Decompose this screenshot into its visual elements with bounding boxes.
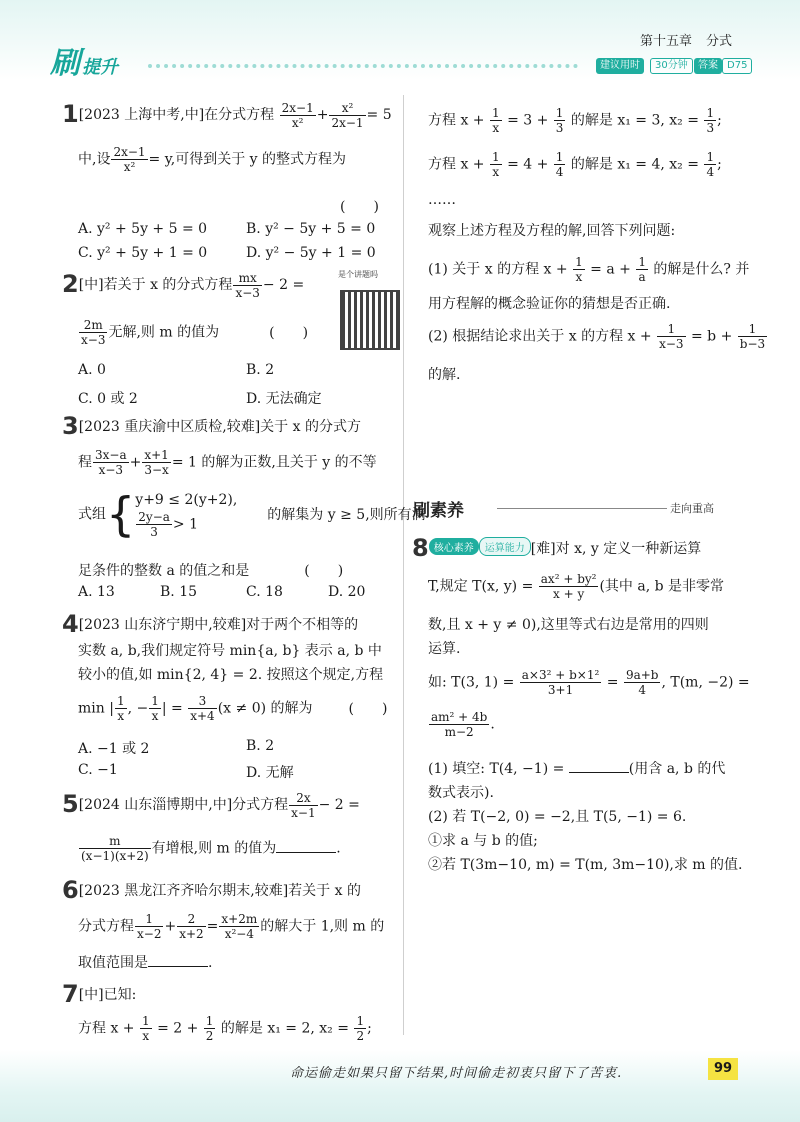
q3-number: 3 [62, 412, 79, 440]
q6-text-c: 的解大于 1,则 m 的 [260, 918, 385, 935]
q8-text-a: 对 x, y 定义一种新运算 [555, 541, 702, 557]
q4-tag: [2023 山东济宁期中,较难] [78, 617, 247, 633]
q6-frac1: $\frac{1}{x-2}$ [137, 912, 162, 941]
q4-opt-d: D. 无解 [246, 765, 294, 781]
q7-tag: [中] [78, 987, 104, 1003]
q5-number: 5 [62, 790, 79, 818]
q5-text-c: 有增根,则 m 的值为 [151, 840, 277, 857]
q7-text-a: 已知: [103, 987, 137, 1003]
q4-opt-b: B. 2 [246, 738, 275, 754]
q8-part2: (2) 若 T(−2, 0) = −2,且 T(5, −1) = 6. [428, 809, 687, 825]
q1-line2 [78, 145, 346, 174]
q6-answer-blank[interactable] [148, 954, 208, 967]
q1-number: 1 [62, 100, 79, 128]
q7-eq2: 方程 x + $\frac{1}{x}$ = 3 + $\frac{1}{3}$ 的解是 x₁ = 3, x₂ = $\frac{1}{3}$ ; [428, 106, 722, 135]
q7-line1 [62, 980, 136, 1008]
q3-system: y+9 ≤ 2(y+2), $\frac{2y-a}{3}$ > 1 [135, 492, 238, 539]
q2-text-a: 若关于 x 的分式方程 [103, 277, 233, 293]
chapter-number: 第十五章 [640, 34, 693, 49]
q8-line3: 数,且 x + y ≠ 0),这里等式右边是常用的四则 [428, 617, 709, 633]
q5-answer-blank[interactable] [276, 840, 336, 853]
q2-frac2: $\frac{2m}{x-3}$ [81, 318, 106, 347]
q4-line3: 较小的值,如 min{2, 4} = 2. 按照这个规定,方程 [78, 667, 384, 683]
q8-tag-skill: 运算能力 [479, 537, 531, 556]
brand-small: 提升 [82, 57, 118, 78]
q8-example-b: $\frac{\text{am² + 4b}}{m-2}$ . [431, 710, 495, 739]
q3-brace: { [106, 487, 136, 542]
q3-line3 [78, 487, 426, 542]
q3-text-f: 足条件的整数 a 的值之和是 [78, 563, 250, 579]
footer-band [0, 1050, 800, 1122]
q1-opt-a: A. y² + 5y + 5 = 0 [78, 221, 208, 237]
section-rule [497, 508, 667, 509]
q5-line2: $\frac{m}{(x-1)(x+2)}$ 有增根,则 m 的值为 . [81, 834, 341, 863]
q6-line1 [62, 876, 361, 904]
q7-part2: (2) 根据结论求出关于 x 的方程 x + $\frac{1}{x-3}$ = b + $\frac{1}{b-3}$ [428, 322, 766, 351]
q3-frac2: $\frac{x+1}{3-x}$ [144, 448, 169, 477]
q3-frac1: $\frac{3x-a}{x-3}$ [95, 448, 127, 477]
q1-tag: [2023 上海中考,中] [78, 107, 205, 123]
time-value: 30分钟 [650, 58, 693, 74]
q5-text-a: 分式方程 [232, 797, 289, 813]
q8-number: 8 [412, 534, 429, 562]
q8-def-frac: $\frac{\text{ax² + by²}}{x + y}$ [540, 572, 597, 601]
q3-text-e: 的解集为 y ≥ 5,则所有满 [267, 506, 426, 523]
q4-frac3: $\frac{3}{x+4}$ [190, 694, 215, 723]
q1-text-c: 中,设 [78, 151, 111, 168]
q1-frac3: $\frac{2x-1}{\text{x²}}$ [113, 145, 146, 174]
q5-text-b: − 2 = [318, 797, 360, 813]
q3-opt-d: D. 20 [328, 584, 366, 600]
q2-opt-b: B. 2 [246, 362, 275, 378]
q8-part2-i: ①求 a 与 b 的值; [428, 833, 538, 849]
q2-number: 2 [62, 270, 79, 298]
q4-number: 4 [62, 610, 79, 638]
q7-eq1: 方程 x + $\frac{1}{x}$ = 2 + $\frac{1}{2}$ 的解是 x₁ = 2, x₂ = $\frac{1}{2}$ ; [78, 1014, 372, 1043]
q1-opt-c: C. y² + 5y + 1 = 0 [78, 245, 208, 261]
answer-page: D75 [722, 58, 752, 74]
q6-number: 6 [62, 876, 79, 904]
chapter-title: 分式 [706, 34, 733, 49]
q4-line2: 实数 a, b,我们规定符号 min{a, b} 表示 a, b 中 [78, 643, 382, 659]
q5-tag: [2024 山东淄博期中,中] [78, 797, 233, 813]
section-right: 走向重高 [670, 502, 714, 515]
q1-paren: ( ) [340, 199, 379, 215]
column-divider [403, 95, 404, 1035]
q6-line3: 取值范围是 . [78, 955, 213, 971]
q1-text-a: 在分式方程 [204, 107, 275, 123]
time-label: 建议用时 [596, 58, 644, 74]
chapter-heading [640, 30, 746, 49]
q1-opt-b: B. y² − 5y + 5 = 0 [246, 221, 376, 237]
q4-text-d2: (x ≠ 0) 的解为 [217, 700, 313, 717]
q2-opt-c: C. 0 或 2 [78, 391, 138, 407]
q1-line1: 1[2023 上海中考,中]在分式方程 $\frac{2x-1}{\text{x²}}$ + $\frac{\text{x²}}{2x-1}$ = 5 [62, 100, 392, 130]
q4-frac1: $\frac{1}{x}$ [116, 694, 125, 723]
q4-text-a: 对于两个不相等的 [246, 617, 359, 633]
q8-part1-b: 数式表示). [428, 785, 494, 801]
q2-tag: [中] [78, 277, 104, 293]
q3-text-d: 式组 [78, 506, 106, 523]
q4-line1 [62, 610, 358, 638]
q8-tag-core: 核心素养 [429, 538, 479, 555]
q7-eq3: 方程 x + $\frac{1}{x}$ = 4 + $\frac{1}{4}$ 的解是 x₁ = 4, x₂ = $\frac{1}{4}$ ; [428, 150, 722, 179]
q3-opt-c: C. 18 [246, 584, 283, 600]
q2-frac1: $\frac{mx}{x-3}$ [235, 270, 260, 300]
q6-line2: 分式方程 $\frac{1}{x-2}$ + $\frac{2}{x+2}$ = $\frac{x+2m}{\text{x²−4}}$ 的解大于 1,则 m 的 [78, 912, 385, 941]
q6-text-d: 取值范围是 [78, 955, 148, 971]
q1-frac2: $\frac{\text{x²}}{2x-1}$ [331, 100, 364, 130]
q7-observe: 观察上述方程及方程的解,回答下列问题: [428, 223, 676, 239]
q7-part1: (1) 关于 x 的方程 x + $\frac{1}{x}$ = a + $\frac{1}{a}$ 的解是什么? 并 [428, 255, 750, 284]
q5-frac1: $\frac{2x}{x-1}$ [291, 790, 316, 820]
brand-logo [50, 38, 118, 82]
q8-part1: (1) 填空: T(4, −1) = (用含 a, b 的代 [428, 761, 726, 777]
q2-line1 [62, 270, 304, 300]
header-dots [148, 64, 578, 70]
q4-opt-a: A. −1 或 2 [78, 741, 150, 757]
q2-line2 [78, 318, 308, 347]
q8-line1 [412, 534, 701, 562]
q4-frac2: $\frac{1}{x}$ [151, 694, 159, 723]
qr-label: 是个讲题吗 [338, 270, 378, 279]
q4-line4: min | $\frac{1}{x}$ , − $\frac{1}{x}$ | = $\frac{3}{x+4}$ (x ≠ 0) 的解为 ( ) [78, 694, 388, 723]
q6-text-a: 若关于 x 的 [288, 883, 361, 899]
q3-text-a: 关于 x 的分式方 [260, 419, 361, 435]
q5-line1 [62, 790, 360, 820]
q1-text-b: = 5 [366, 107, 392, 123]
q7-part1-b: 用方程解的概念验证你的猜想是否正确. [428, 296, 671, 312]
q8-example: 如: T(3, 1) = $\frac{\text{a×3² + b×1²}}{3+1}$ = $\frac{9a+b}{4}$ , T(m, −2) = [428, 668, 750, 697]
q3-line4 [78, 560, 343, 580]
q1-frac1: $\frac{2x-1}{\text{x²}}$ [281, 100, 314, 130]
answer-label: 答案 [694, 58, 722, 74]
q1-text-d: = y,可得到关于 y 的整式方程为 [148, 151, 347, 168]
page-number: 99 [708, 1058, 738, 1080]
q3-text-b: 程 [78, 454, 92, 471]
q6-tag: [2023 黑龙江齐齐哈尔期末,较难] [78, 883, 289, 899]
q8-part2-ii: ②若 T(3m−10, m) = T(m, 3m−10),求 m 的值. [428, 857, 743, 873]
q6-text-b: 分式方程 [78, 918, 134, 935]
q3-paren: ( ) [304, 563, 344, 579]
q6-frac3: $\frac{x+2m}{\text{x²−4}}$ [221, 912, 258, 941]
q3-opt-a: A. 13 [78, 584, 115, 600]
q8-line2: T,规定 T(x, y) = $\frac{\text{ax² + by²}}{x + y}$ (其中 a, b 是非零常 [428, 572, 725, 601]
footer-motto: 命运偷走如果只留下结果,时间偷走初衷只留下了苦衷. [290, 1066, 623, 1081]
q1-opt-d: D. y² − 5y + 1 = 0 [246, 245, 376, 261]
qr-code[interactable] [340, 290, 400, 350]
q2-text-c: 无解,则 m 的值为 [108, 324, 220, 341]
q7-part2-b: 的解. [428, 367, 461, 383]
brand-big: 刷 [50, 46, 80, 81]
q2-paren: ( ) [269, 324, 309, 341]
q4-min: min [78, 700, 105, 717]
q3-opt-b: B. 15 [160, 584, 198, 600]
q8-line4: 运算. [428, 641, 461, 657]
q3-line2: 程 $\frac{3x-a}{x-3}$ + $\frac{x+1}{3-x}$ = 1 的解为正数,且关于 y 的不等 [78, 448, 377, 477]
q2-opt-a: A. 0 [78, 362, 106, 378]
q4-opt-c: C. −1 [78, 762, 118, 778]
q3-tag: [2023 重庆渝中区质检,较难] [78, 419, 261, 435]
q3-text-c: = 1 的解为正数,且关于 y 的不等 [171, 454, 377, 471]
q8-answer-blank[interactable] [569, 760, 629, 773]
q6-frac2: $\frac{2}{x+2}$ [179, 912, 204, 941]
section-title: 刷素养 [413, 501, 464, 521]
q3-line1 [62, 412, 361, 440]
q5-frac2: $\frac{m}{(x-1)(x+2)}$ [81, 834, 149, 863]
q2-opt-d: D. 无法确定 [246, 391, 322, 407]
q4-paren: ( ) [348, 700, 388, 717]
q2-text-b: − 2 = [262, 277, 305, 293]
q7-ellipsis: …… [428, 192, 456, 208]
q7-number: 7 [62, 980, 79, 1008]
q8-tag: [难] [530, 541, 556, 557]
